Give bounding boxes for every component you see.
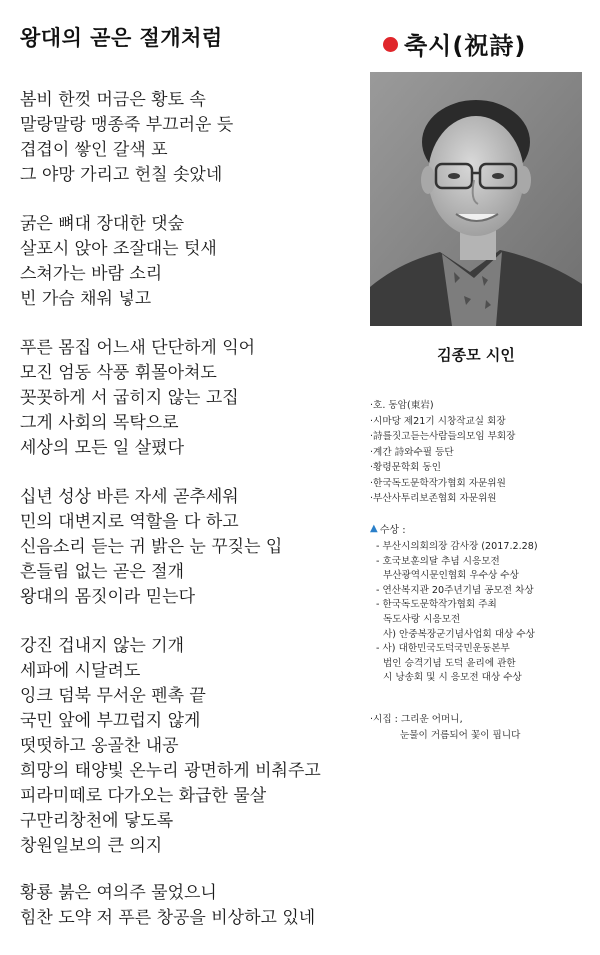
award-item-cont: 부산광역시문인협회 우수상 수상 [383,570,519,582]
poem-line: 꼿꼿하게 서 굽히지 않는 고집 [20,388,239,408]
poem-line: 떳떳하고 옹골찬 내공 [20,736,179,756]
poem-line: 살포시 앉아 조잘대는 텃새 [20,239,217,259]
stanza-2 [20,212,360,312]
award-item: - 부산시의회의장 감사장 (2017.2.28) [376,541,538,552]
poem-line: 피라미떼로 다가오는 화급한 물살 [20,786,267,806]
red-bullet-icon [383,37,398,52]
poetry-collection [370,712,592,744]
poem-line: 그게 사회의 목탁으로 [20,413,179,433]
poem-line: 왕대의 몸짓이라 믿는다 [20,587,196,607]
poem-line: 빈 가슴 채워 넣고 [20,289,152,309]
poem-line: 국민 앞에 부끄럽지 않게 [20,711,201,731]
poem-line: 민의 대변지로 역할을 다 하고 [20,512,239,532]
poem-line: 잉크 덤북 무서운 펜촉 끝 [20,686,206,706]
awards-list [376,540,598,686]
award-item: - 사) 대한민국도덕국민운동본부 [376,643,510,655]
works-title-cont: 눈물이 거름되어 꽃이 핍니다 [400,730,521,741]
poem-line: 황룡 붉은 여의주 물었으니 [20,883,217,903]
poem-line: 십년 성상 바른 자세 곧추세워 [20,487,239,507]
poem-line: 그 야망 가리고 헌칠 솟았네 [20,165,223,185]
award-item: - 한국독도문학작가협회 주최 [376,599,497,611]
bio-item: ·계간 詩와수필 등단 [370,446,454,458]
bio-item: ·시마당 제21기 시창작교실 회장 [370,415,506,427]
award-item-cont: 독도사랑 시응모전 [383,613,461,625]
bio-list [370,398,595,507]
poem-line: 세상의 모든 일 살폈다 [20,438,185,458]
awards-header [370,521,406,536]
author-photo [370,72,582,326]
bio-item: ·詩를짓고듣는사람들의모임 부회장 [370,431,516,442]
poem-line: 굵은 뼈대 장대한 댓숲 [20,214,185,234]
award-item: - 호국보훈의달 추념 시응모전 [376,555,500,567]
triangle-bullet-icon: ▲ [370,523,378,534]
award-item-cont: 시 낭송회 및 시 응모전 대상 수상 [383,672,522,684]
stanza-3 [20,336,360,461]
bio-item: ·황령문학회 동인 [370,462,441,473]
stanza-6 [20,881,360,931]
section-header [383,26,526,61]
poem-line: 구만리창천에 닿도록 [20,811,174,831]
awards-label: 수상 : [379,525,406,536]
section-label: 축시(祝詩) [404,32,527,60]
stanza-4 [20,485,360,610]
bio-item: ·호. 동암(東岩) [370,400,434,411]
poem-line: 푸른 몸집 어느새 단단하게 익어 [20,338,256,358]
stanza-1 [20,88,360,188]
bio-item: ·부산사투리보존협회 자문위원 [370,493,497,504]
poem-line: 강진 겁내지 않는 기개 [20,636,185,656]
poem-line: 봄비 한껏 머금은 황토 속 [20,90,206,110]
poem-line: 흔들림 없는 곧은 절개 [20,562,185,582]
poem-line: 모진 엄동 삭풍 휘몰아쳐도 [20,363,217,383]
poem-line: 창원일보의 큰 의지 [20,836,163,856]
poem-line: 말랑말랑 맹종죽 부끄러운 듯 [20,115,234,135]
poem-line: 겹겹이 쌓인 갈색 포 [20,140,168,160]
poem-title: 왕대의 곧은 절개처럼 [20,26,223,50]
award-item-cont: 법인 승격기념 도덕 윤리에 관한 [383,657,516,669]
poem-body [20,88,360,955]
award-item: - 연산복지관 20주년기념 공모전 차상 [376,584,534,596]
award-item: 사) 안중복장군기념사업회 대상 수상 [383,628,535,640]
stanza-5 [20,634,360,859]
poem-line: 힘찬 도약 저 푸른 창공을 비상하고 있네 [20,908,316,928]
bio-item: ·한국독도문학작가협회 자문위원 [370,477,506,489]
author-name: 김종모 시인 [437,346,515,364]
works-label: ·시집 : 그리운 어머니, [370,714,463,725]
poem-line: 스쳐가는 바람 소리 [20,264,163,284]
poem-line: 세파에 시달려도 [20,661,141,681]
poem-line: 희망의 태양빛 온누리 광면하게 비춰주고 [20,761,321,781]
poem-line: 신음소리 듣는 귀 밝은 눈 꾸짖는 입 [20,537,283,557]
